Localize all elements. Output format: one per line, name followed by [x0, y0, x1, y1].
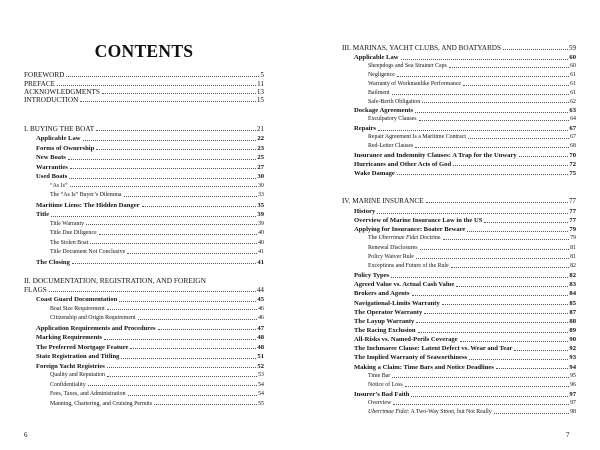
front-matter-entry-page: 15 [256, 96, 264, 104]
toc-entry-page: 90 [569, 336, 576, 344]
toc-entry-label: Applicable Law [36, 135, 81, 142]
toc-subentry-page: 54 [258, 391, 264, 397]
dot-leader [377, 213, 568, 214]
part-heading-label: I. BUYING THE BOAT [24, 125, 95, 133]
toc-entry-page: 77 [569, 208, 576, 215]
toc-subentry-page: 53 [258, 372, 264, 378]
toc-subentry [342, 117, 576, 123]
toc-entry [342, 392, 576, 399]
toc-entry-label: The Racing Exclusion [354, 326, 416, 334]
dot-leader [51, 216, 256, 217]
dot-leader [107, 309, 257, 310]
toc-entry-page: 97 [569, 391, 576, 398]
dot-leader [453, 165, 568, 166]
front-matter-entry-label: PREFACE [24, 80, 56, 88]
dot-leader [456, 286, 568, 287]
dot-leader [468, 138, 569, 139]
toc-entry-page: 92 [569, 345, 576, 353]
dot-leader [496, 368, 569, 369]
dot-leader [121, 358, 256, 359]
toc-entry-page: 48 [257, 343, 264, 351]
toc-entry-label: State Registration and Titling [36, 353, 120, 360]
toc-entry-label: Insurance and Indemnity Clauses: A Trap for the Unwary [354, 151, 517, 159]
toc-subentry [342, 82, 576, 88]
toc-subentry-label: Citizenship and Origin Requirement [50, 315, 136, 321]
toc-entry-label: Coast Guard Documentation [36, 296, 118, 303]
dot-leader [494, 413, 569, 414]
toc-entry-page: 83 [569, 281, 576, 289]
toc-subentry-label: Sheepdogs and Sea Strainer Caps [368, 62, 447, 69]
part-heading-page: 59 [568, 44, 576, 52]
toc-subentry-label: The “As Is” Buyer’s Dilemma [50, 192, 122, 198]
dot-leader [392, 377, 569, 378]
toc-subentry [342, 246, 576, 252]
toc-entry-page: 94 [569, 363, 576, 371]
toc-entry-label: The Layup Warranty [354, 317, 415, 325]
toc-subentry-label: Manning, Chartering, and Cruising Permits [50, 400, 153, 407]
toc-subentry [342, 135, 576, 141]
toc-entry-label: Repairs [354, 125, 376, 133]
toc-entry-page: 75 [569, 169, 576, 177]
dot-leader [158, 329, 257, 330]
part-heading [24, 287, 264, 294]
toc-entry [342, 282, 576, 289]
toc-subentry-label: Overview [368, 400, 392, 407]
toc-entry-page: 45 [257, 296, 264, 303]
toc-entry-page: 47 [257, 324, 264, 332]
part-heading-label: FLAGS [24, 286, 47, 294]
dot-leader [392, 94, 570, 95]
toc-entry-label: Navigational-Limits Warranty [354, 299, 440, 307]
dot-leader [415, 147, 569, 148]
dot-leader [80, 101, 256, 102]
toc-entry [342, 291, 576, 298]
toc-entry-label: The Operator Warranty [354, 308, 423, 316]
toc-subentry [24, 193, 264, 199]
toc-subentry-page: 40 [258, 230, 264, 236]
toc-subentry-label: Safe-Berth Obligation [368, 98, 421, 105]
toc-subentry [24, 231, 264, 237]
toc-entry [24, 364, 264, 371]
front-matter-entry-page: 11 [257, 80, 264, 88]
dot-leader [130, 348, 256, 349]
dot-leader [154, 404, 257, 405]
toc-entry [342, 162, 576, 169]
toc-subentry-page: 61 [570, 71, 576, 78]
toc-entry-label: Foreign Yacht Registries [36, 362, 105, 370]
front-matter-entry-label: INTRODUCTION [24, 96, 79, 104]
toc-entry [24, 326, 264, 333]
dot-leader [503, 49, 568, 50]
dot-leader [142, 206, 257, 207]
toc-entry-label: Marking Requirements [36, 334, 102, 341]
toc-entry [24, 146, 264, 153]
part-heading [24, 126, 264, 133]
toc-subentry-label: Repair Agreement Is a Maritime Contract [368, 134, 466, 141]
dot-leader [514, 350, 568, 351]
dot-leader [138, 319, 258, 320]
dot-leader [88, 385, 257, 386]
toc-entry [24, 203, 264, 210]
toc-entry-page: 87 [569, 308, 576, 316]
dot-leader [96, 149, 256, 150]
left-page-number: 6 [24, 431, 28, 439]
toc-subentry-label: Red-Letter Clauses [368, 143, 414, 149]
toc-subentry-page: 40 [258, 239, 264, 246]
toc-entry-page: 48 [257, 334, 264, 341]
toc-subentry-label: Boat Size Requirement [50, 305, 105, 312]
dot-leader [411, 396, 568, 397]
toc-entry [342, 273, 576, 280]
dot-leader [460, 341, 569, 342]
toc-subentry-page: 61 [570, 80, 576, 87]
dot-leader [96, 130, 256, 131]
dot-leader [415, 112, 568, 113]
toc-entry-label: The Implied Warranty of Seaworthiness [354, 354, 468, 362]
toc-entry-page: 51 [257, 353, 264, 360]
dot-leader [422, 102, 569, 103]
toc-entry [24, 297, 264, 304]
toc-subentry-page: 33 [258, 192, 264, 198]
toc-entry [24, 260, 264, 267]
dot-leader [107, 376, 257, 377]
toc-subentry-label: Warranty of Workmanlike Performance [368, 80, 461, 87]
toc-subentry [342, 264, 576, 270]
toc-entry [342, 328, 576, 335]
toc-entry-label: New Boats [36, 154, 66, 161]
dot-leader [393, 404, 569, 405]
toc-subentry-label: Quality and Reputation [50, 372, 105, 378]
toc-subentry-page: 55 [258, 400, 264, 407]
dot-leader [449, 67, 569, 68]
toc-entry-label: Hurricanes and Other Acts of God [354, 160, 452, 168]
toc-subentry [24, 307, 264, 313]
toc-entry [342, 337, 576, 344]
toc-entry-page: 27 [257, 163, 264, 171]
toc-subentry [24, 222, 264, 228]
toc-entry [342, 310, 576, 317]
dot-leader [102, 93, 256, 94]
dot-leader [397, 76, 569, 77]
dot-leader [68, 159, 257, 160]
toc-entry-page: 60 [569, 54, 576, 61]
toc-subentry [342, 255, 576, 261]
toc-subentry-label: Bailment [368, 89, 390, 96]
dot-leader [467, 231, 568, 232]
toc-entry-page: 82 [569, 272, 576, 280]
toc-entry-label: Agreed Value vs. Actual Cash Value [354, 281, 455, 289]
toc-subentry [342, 236, 576, 242]
toc-subentry-page: 81 [570, 244, 576, 251]
part-heading-page: 21 [256, 125, 264, 133]
toc-entry-label: All-Risks vs. Named-Perils Coverage [354, 336, 458, 344]
toc-entry [342, 355, 576, 362]
part-heading-label: III. MARINAS, YACHT CLUBS, AND BOATYARDS [342, 44, 501, 52]
toc-subentry-page: 54 [258, 381, 264, 388]
dot-leader [469, 359, 568, 360]
toc-entry [24, 335, 264, 342]
dot-leader [416, 322, 568, 323]
toc-entry [342, 365, 576, 372]
toc-subentry [342, 383, 576, 389]
toc-entry-label: Warranties [36, 163, 68, 171]
dot-leader [484, 222, 568, 223]
toc-entry-page: 85 [569, 299, 576, 307]
toc-entry-label: History [354, 208, 376, 215]
dot-leader [519, 156, 569, 157]
toc-entry [342, 55, 576, 62]
dot-leader [72, 263, 257, 264]
dot-leader [70, 168, 257, 169]
toc-subentry-page: 46 [258, 305, 264, 312]
toc-entry [342, 108, 576, 115]
toc-entry-label: Overview of Marine Insurance Law in the US [354, 217, 483, 225]
front-matter-entry-label: FOREWORD [24, 71, 65, 79]
toc-subentry-page: 68 [570, 143, 576, 149]
dot-leader [405, 386, 569, 387]
dot-leader [419, 120, 570, 121]
toc-subentry-label: Title Document Not Conclusive [50, 249, 126, 255]
toc-entry [24, 174, 264, 181]
toc-entry [342, 227, 576, 234]
toc-entry-page: 23 [257, 144, 264, 152]
toc-subentry-label: Exculpatory Clauses [368, 116, 417, 123]
dot-leader [104, 339, 256, 340]
right-page-number: 7 [566, 431, 570, 439]
toc-entry [342, 346, 576, 353]
dot-leader [66, 76, 259, 77]
toc-entry-page: 25 [257, 154, 264, 161]
part-heading [342, 198, 576, 205]
toc-entry-label: Dockage Agreements [354, 107, 414, 115]
toc-subentry-page: 60 [570, 62, 576, 69]
toc-subentry-page: 81 [570, 253, 576, 260]
dot-leader [124, 196, 258, 197]
toc-entry [342, 209, 576, 216]
toc-entry-page: 89 [569, 326, 576, 334]
dot-leader [397, 174, 569, 175]
toc-subentry [24, 383, 264, 389]
toc-subentry-label: Policy Waiver Rule [368, 253, 414, 260]
toc-subentry [24, 402, 264, 408]
toc-subentry [24, 392, 264, 398]
toc-subentry [342, 144, 576, 150]
toc-subentry-label: Confidentiality [50, 381, 86, 388]
toc-subentry-page: 95 [570, 372, 576, 379]
toc-entry-page: 63 [569, 107, 576, 115]
toc-entry-page: 72 [569, 160, 576, 168]
toc-subentry-page: 98 [570, 409, 576, 416]
toc-entry-label: Forms of Ownership [36, 144, 95, 152]
toc-entry [24, 136, 264, 143]
dot-leader [70, 186, 258, 187]
front-matter-entry-label: ACKNOWLEDGMENTS [24, 88, 100, 96]
toc-subentry [24, 250, 264, 256]
toc-entry [24, 345, 264, 352]
toc-subentry-page: 30 [258, 182, 264, 189]
dot-leader [463, 85, 569, 86]
toc-entry-page: 39 [257, 211, 264, 218]
toc-entry [342, 126, 576, 133]
toc-entry-label: The Closing [36, 258, 70, 266]
toc-entry-page: 67 [569, 125, 576, 133]
dot-leader [90, 243, 257, 244]
toc-entry-label: Application Requirements and Procedures [36, 324, 156, 332]
front-matter-entry [24, 72, 264, 79]
toc-entry [342, 319, 576, 326]
toc-subentry [342, 91, 576, 97]
toc-subentry [24, 184, 264, 190]
toc-entry [24, 155, 264, 162]
toc-entry-page: 22 [257, 135, 264, 142]
dot-leader [401, 59, 569, 60]
toc-entry-label: Brokers and Agents [354, 290, 410, 298]
toc-entry-label: Insurer’s Bad Faith [354, 391, 410, 398]
toc-subentry-label: Uberrimae Fidei: A Two-Way Street, but Not Really [368, 409, 492, 416]
part-heading-label: IV. MARINE INSURANCE [342, 197, 424, 205]
toc-entry [342, 153, 576, 160]
toc-subentry [24, 316, 264, 322]
toc-entry [342, 218, 576, 225]
toc-entry-label: Used Boats [36, 173, 68, 180]
toc-subentry-label: Exceptions and Future of the Rule [368, 262, 449, 269]
toc-entry-page: 88 [569, 317, 576, 325]
toc-subentry-page: 41 [258, 249, 264, 255]
toc-entry-label: Title [36, 211, 50, 218]
toc-subentry [342, 410, 576, 416]
dot-leader [83, 140, 257, 141]
toc-subentry-label: Negligence [368, 71, 395, 78]
dot-leader [128, 395, 258, 396]
toc-entry-label: The Preferred Mortgage Feature [36, 343, 129, 351]
part-heading-page: 77 [568, 197, 576, 205]
dot-leader [451, 267, 569, 268]
part-heading-line1: II. DOCUMENTATION, REGISTRATION, AND FOREIGN [24, 276, 206, 285]
right-page [300, 0, 600, 450]
toc-entry-page: 41 [257, 258, 264, 266]
dot-leader [443, 239, 570, 240]
toc-entry-label: The Inchmaree Clause: Latent Defect vs. Wear and Tear [354, 345, 513, 353]
toc-subentry-page: 46 [258, 315, 264, 321]
toc-entry-label: Applying for Insurance: Boater Beware [354, 226, 466, 234]
toc-entry-label: Policy Types [354, 272, 390, 280]
toc-entry-label: Applicable Law [354, 54, 399, 61]
toc-entry [342, 171, 576, 178]
toc-subentry [342, 374, 576, 380]
toc-subentry [342, 64, 576, 70]
toc-subentry-page: 79 [570, 235, 576, 242]
toc-entry-page: 70 [569, 151, 576, 159]
dot-leader [442, 304, 569, 305]
dot-leader [412, 295, 569, 296]
toc-subentry [24, 241, 264, 247]
toc-entry-page: 52 [257, 362, 264, 370]
toc-subentry-page: 64 [570, 116, 576, 123]
dot-leader [107, 367, 257, 368]
toc-subentry-label: Title Due Diligence [50, 230, 97, 236]
toc-subentry-label: Renewal Disclosures [368, 244, 418, 251]
page-title: CONTENTS [94, 41, 194, 61]
toc-subentry [24, 373, 264, 379]
toc-subentry-page: 39 [258, 220, 264, 227]
toc-subentry-label: Notice of Loss [368, 381, 403, 388]
toc-entry-page: 30 [257, 173, 264, 180]
toc-subentry-page: 62 [570, 98, 576, 105]
toc-subentry [342, 100, 576, 106]
dot-leader [426, 202, 568, 203]
toc-subentry-label: The Uberrimae Fidei Doctrine [368, 235, 441, 242]
toc-subentry-label: The Stolen Boat [50, 239, 89, 246]
toc-entry [24, 212, 264, 219]
toc-entry-label: Making a Claim: Time Bars and Notice Deadlines [354, 363, 494, 371]
toc-entry [24, 354, 264, 361]
dot-leader [49, 291, 256, 292]
toc-entry [24, 165, 264, 172]
dot-leader [418, 332, 569, 333]
toc-subentry [342, 73, 576, 79]
dot-leader [99, 234, 258, 235]
dot-leader [378, 130, 568, 131]
toc-subentry-page: 82 [570, 262, 576, 269]
dot-leader [420, 249, 570, 250]
dot-leader [86, 224, 257, 225]
front-matter-entry [24, 97, 264, 104]
toc-subentry-label: “As Is” [50, 182, 68, 189]
toc-subentry-page: 67 [570, 134, 576, 141]
front-matter-entry-page: 13 [256, 88, 264, 96]
toc-entry-label: Wake Damage [354, 169, 395, 177]
toc-entry-page: 35 [257, 201, 264, 209]
front-matter-entry-page: 5 [260, 71, 264, 79]
dot-leader [424, 313, 568, 314]
dot-leader [119, 301, 256, 302]
toc-subentry-label: Title Warranty [50, 220, 85, 227]
toc-entry-page: 77 [569, 217, 576, 225]
toc-subentry-page: 97 [570, 400, 576, 407]
dot-leader [391, 277, 568, 278]
toc-subentry-page: 96 [570, 381, 576, 388]
toc-subentry-page: 61 [570, 89, 576, 96]
dot-leader [69, 178, 256, 179]
toc-entry-label: Maritime Liens: The Hidden Danger [36, 201, 140, 209]
dot-leader [416, 258, 569, 259]
toc-subentry-label: Fees, Taxes, and Administration [50, 391, 126, 397]
toc-subentry-label: Time Bar [368, 372, 391, 379]
part-heading [342, 45, 576, 52]
toc-entry-page: 93 [569, 354, 576, 362]
toc-entry [342, 301, 576, 308]
toc-entry-page: 79 [569, 226, 576, 234]
part-heading-page: 44 [256, 286, 264, 294]
toc-entry-page: 84 [569, 290, 576, 298]
toc-subentry [342, 401, 576, 407]
dot-leader [57, 85, 256, 86]
dot-leader [127, 253, 257, 254]
